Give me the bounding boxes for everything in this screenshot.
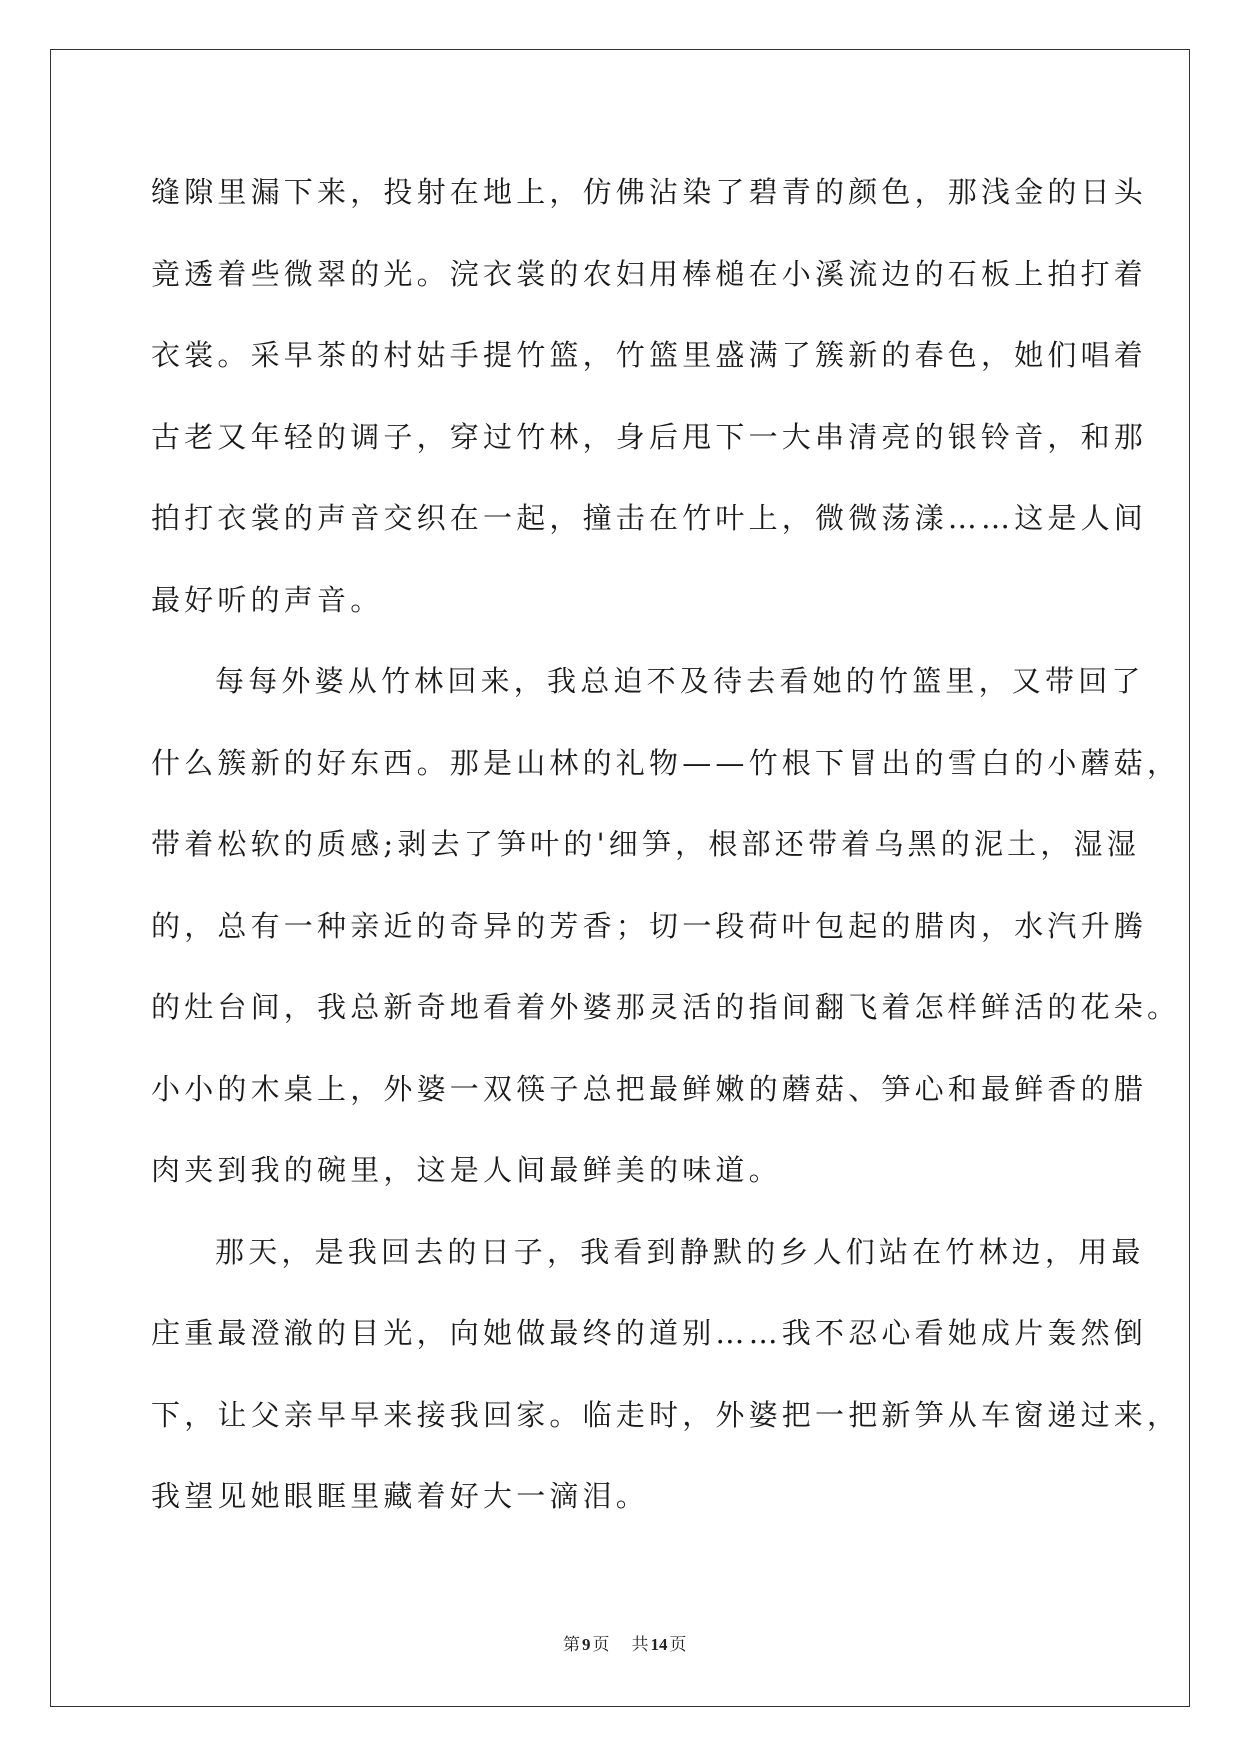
- text-line: 我望见她眼眶里藏着好大一滴泪。: [151, 1479, 650, 1513]
- footer-page-suffix: 页: [592, 1635, 610, 1654]
- text-line: 竟透着些微翠的光。浣衣裳的农妇用棒槌在小溪流边的石板上拍打着: [151, 256, 1148, 291]
- document-body: [151, 160, 1181, 1546]
- text-line: 的，总有一种亲近的奇异的芳香；切一段荷叶包起的腊肉，水汽升腾: [151, 908, 1148, 943]
- text-line: 小小的木桌上，外婆一双筷子总把最鲜嫩的蘑菇、笋心和最鲜香的腊: [151, 1071, 1148, 1106]
- footer-page-number: 9: [582, 1635, 591, 1654]
- text-line: 什么簇新的好东西。那是山林的礼物——竹根下冒出的雪白的小蘑菇，: [151, 745, 1181, 780]
- text-line: 缝隙里漏下来，投射在地上，仿佛沾染了碧青的颜色，那浅金的日头: [151, 175, 1148, 209]
- text-line: 拍打衣裳的声音交织在一起，撞击在竹叶上，微微荡漾……这是人间: [151, 501, 1148, 535]
- footer-page-prefix: 第: [563, 1635, 580, 1654]
- text-line: 衣裳。采早茶的村姑手提竹篮，竹篮里盛满了簇新的春色，她们唱着: [151, 338, 1148, 372]
- text-line: 最好听的声音。: [151, 582, 384, 617]
- page-footer: [0, 1610, 1241, 1655]
- footer-total-prefix: 共: [631, 1635, 649, 1654]
- text-line: 肉夹到我的碗里，这是人间最鲜美的味道。: [151, 1153, 782, 1187]
- text-line: 那天，是我回去的日子，我看到静默的乡人们站在竹林边，用最: [215, 1234, 1145, 1269]
- footer-total-suffix: 页: [669, 1635, 687, 1654]
- text-line: 庄重最澄澈的目光，向她做最终的道别……我不忍心看她成片轰然倒: [151, 1316, 1148, 1350]
- text-line: 每每外婆从竹林回来，我总迫不及待去看她的竹篮里，又带回了: [215, 664, 1145, 698]
- footer-total-pages: 14: [650, 1635, 668, 1654]
- text-line: 的灶台间，我总新奇地看着外婆那灵活的指间翻飞着怎样鲜活的花朵。: [151, 990, 1181, 1024]
- text-line: 古老又年轻的调子，穿过竹林，身后甩下一大串清亮的银铃音，和那: [151, 419, 1148, 454]
- text-line: 下，让父亲早早来接我回家。临走时，外婆把一把新笋从车窗递过来，: [151, 1397, 1181, 1432]
- text-line: 带着松软的质感;剥去了笋叶的'细笋，根部还带着乌黑的泥土，湿湿: [151, 827, 1140, 861]
